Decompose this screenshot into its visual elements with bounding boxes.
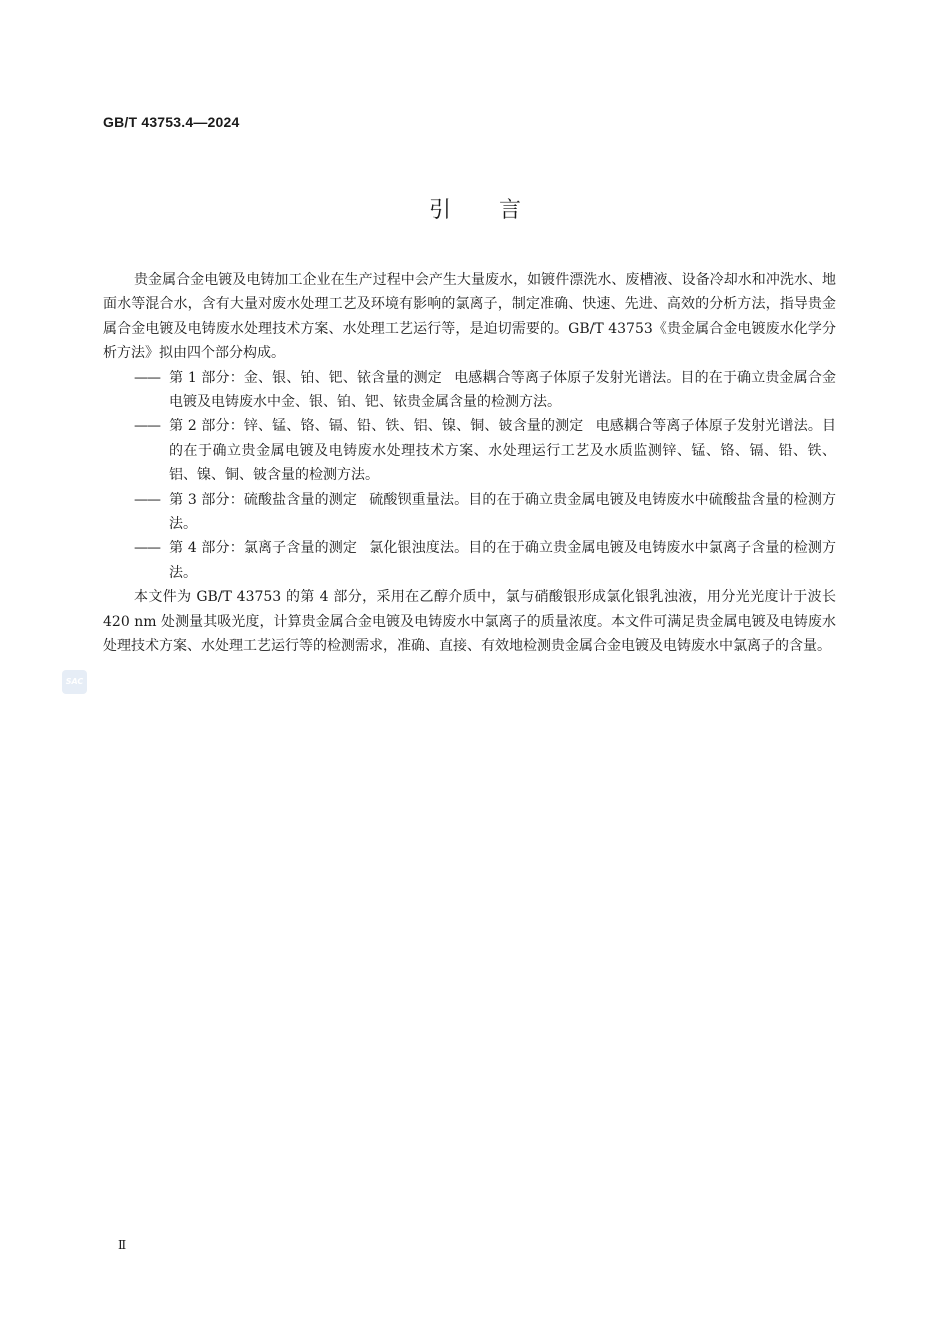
part-purpose: 目的在于确立贵金属电镀及电铸废水处理技术方案、水处理运行工艺及水质监测锌、锰、铬、镉、铅、铁、铝、镍、铜、铍含量的检测方法。 <box>169 418 836 484</box>
part-purpose: 目的在于确立贵金属电镀及电铸废水中硫酸盐含量的检测方法。 <box>169 491 837 533</box>
closing-paragraph: 本文件为 GB/T 43753 的第 4 部分，采用在乙醇介质中，氯与硝酸银形成氯化银乳浊液，用分光光度计于波长 420 nm 处测量其吸光度，计算贵金属合金电镀及电铸废水中氯离子的质量浓度。本文件可满足贵金属电镀及电铸废水处理技术方案、水处理工艺运行等的检测需求，准确、直接、有效地检测贵金属合金电镀及电铸废水中氯离子的含量。 <box>103 589 836 655</box>
sac-watermark-logo: SAC <box>62 670 87 694</box>
list-item-part-1 <box>103 366 836 415</box>
list-item-part-3 <box>103 488 836 537</box>
list-dash: —— <box>134 418 160 435</box>
part-method: 硫酸钡重量法。 <box>369 491 469 508</box>
part-method: 氯化银浊度法。 <box>369 540 469 557</box>
document-body <box>103 268 836 659</box>
part-label: 第 3 部分：硫酸盐含量的测定 <box>169 491 358 508</box>
page-title: 引言 <box>428 198 569 223</box>
part-label: 第 4 部分：氯离子含量的测定 <box>169 540 358 557</box>
part-label: 第 1 部分：金、银、铂、钯、铱含量的测定 <box>169 369 442 386</box>
part-label: 第 2 部分：锌、锰、铬、镉、铅、铁、铝、镍、铜、铍含量的测定 <box>169 418 584 435</box>
intro-paragraph: 贵金属合金电镀及电铸加工企业在生产过程中会产生大量废水，如镀件漂洗水、废槽液、设备冷却水和冲洗水、地面水等混合水，含有大量对废水处理工艺及环境有影响的氯离子，制定准确、快速、先进、高效的分析方法，指导贵金属合金电镀及电铸废水处理技术方案、水处理工艺运行等，是迫切需要的。GB/T 43753《贵金属合金电镀废水化学分析方法》拟由四个部分构成。 <box>103 272 836 362</box>
part-purpose: 目的在于确立贵金属电镀及电铸废水中氯离子含量的检测方法。 <box>169 540 837 581</box>
parts-list <box>103 366 836 586</box>
page-number: Ⅱ <box>118 1238 127 1252</box>
list-dash: —— <box>134 491 160 508</box>
part-method: 电感耦合等离子体原子发射光谱法。 <box>595 418 822 435</box>
list-dash: —— <box>134 369 160 386</box>
part-method: 电感耦合等离子体原子发射光谱法。 <box>453 369 681 386</box>
list-item-part-4 <box>103 536 836 585</box>
standard-code: GB/T 43753.4—2024 <box>103 114 240 130</box>
list-dash: —— <box>134 540 160 557</box>
part-purpose: 目的在于确立贵金属合金电镀及电铸废水中金、银、铂、钯、铱贵金属含量的检测方法。 <box>169 369 836 411</box>
list-item-part-2 <box>103 414 836 487</box>
